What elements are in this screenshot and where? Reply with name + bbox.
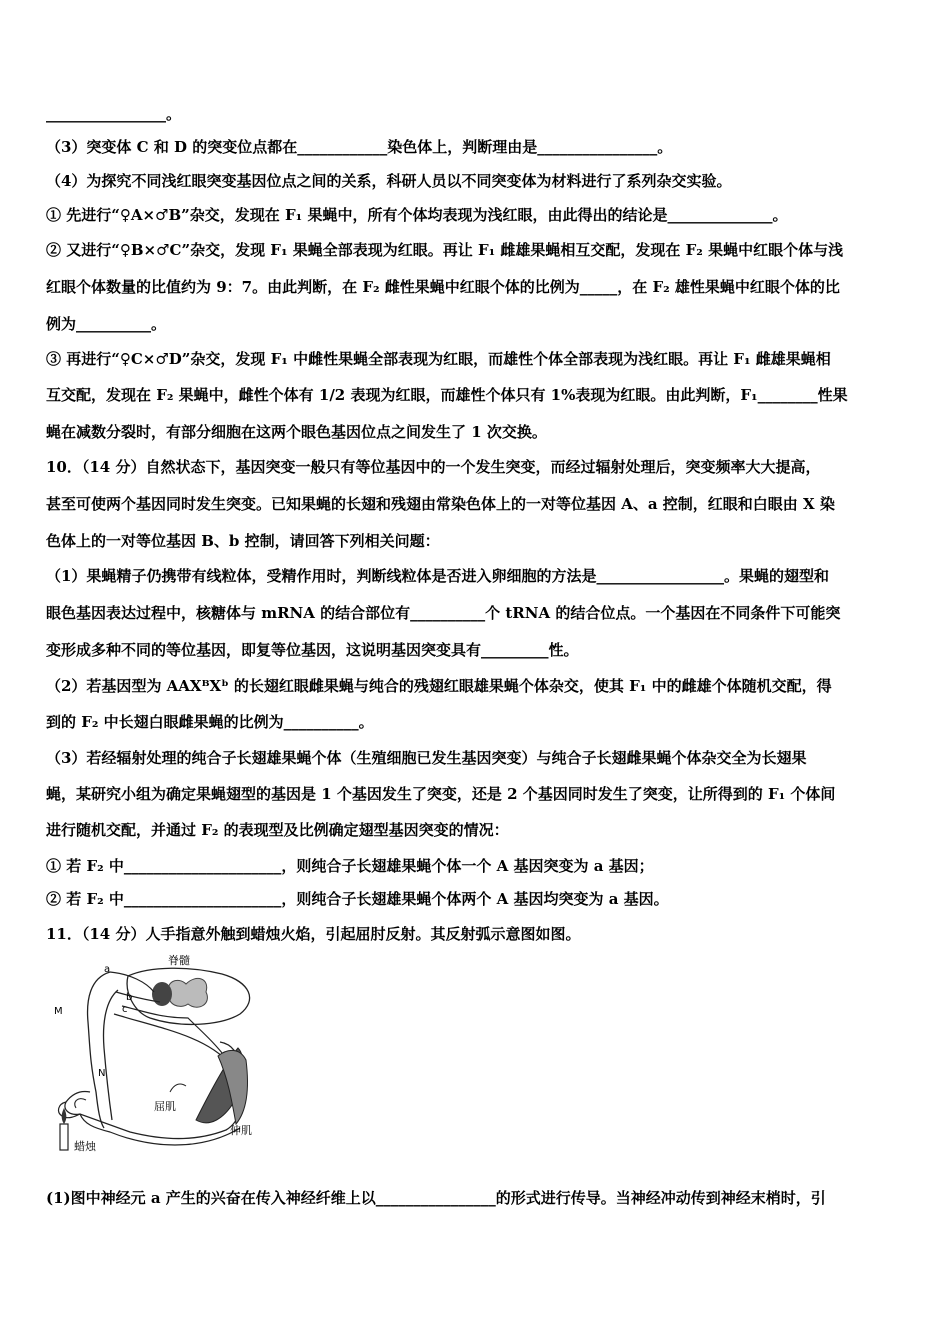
question-10-line-12: ① 若 F₂ 中_____________________，则纯合子长翅雄果蝇个体一个 A 基因突变为 a 基因； xyxy=(46,857,654,875)
reflex-arc-figure xyxy=(50,952,270,1160)
question-10-line-7: （2）若基因型为 AAXᴮXᵇ 的长翅红眼雌果蝇与纯合的残翅红眼雄果蝇个体杂交，使其 F₁ 中的雌雄个体随机交配，得 xyxy=(46,677,832,695)
question-10-line-8: 到的 F₂ 中长翅白眼雌果蝇的比例为__________。 xyxy=(46,713,374,731)
label-candle: 蜡烛 xyxy=(74,1140,96,1153)
question-10-line-13: ② 若 F₂ 中_____________________，则纯合子长翅雄果蝇个体两个 A 基因均突变为 a 基因。 xyxy=(46,890,669,908)
label-flexor: 屈肌 xyxy=(154,1100,176,1113)
text-line-1: ________________。 xyxy=(46,105,182,123)
question-10-line-2: 甚至可使两个基因同时发生突变。已知果蝇的长翅和残翅由常染色体上的一对等位基因 A、a 控制，红眼和白眼由 X 染 xyxy=(46,495,835,513)
grey-matter xyxy=(169,978,208,1007)
question-11-part-1: (1)图中神经元 a 产生的兴奋在传入神经纤维上以________________的形式进行传导。当神经冲动传到神经末梢时，引 xyxy=(46,1189,826,1207)
text-line-4: ① 先进行“♀A×♂B”杂交，发现在 F₁ 果蝇中，所有个体均表现为浅红眼，由此得出的结论是______________。 xyxy=(46,206,788,224)
text-line-7: 例为__________。 xyxy=(46,315,167,333)
candle xyxy=(60,1124,68,1150)
label-b: b xyxy=(126,992,133,1003)
text-line-3: （4）为探究不同浅红眼突变基因位点之间的关系，科研人员以不同突变体为材料进行了系列杂交实验。 xyxy=(46,172,732,190)
label-spinal-cord: 脊髓 xyxy=(168,954,190,967)
label-N: N xyxy=(98,1068,106,1079)
text-line-9: 互交配，发现在 F₂ 果蝇中，雌性个体有 1/2 表现为红眼，而雄性个体只有 1%表现为红眼。由此判断，F₁________性果 xyxy=(46,386,848,404)
question-11-line-1: 11．（14 分）人手指意外触到蜡烛火焰，引起屈肘反射。其反射弧示意图如图。 xyxy=(46,925,581,943)
question-10-line-10: 蝇，某研究小组为确定果蝇翅型的基因是 1 个基因发生了突变，还是 2 个基因同时发生了突变，让所得到的 F₁ 个体间 xyxy=(46,785,836,803)
text-line-8: ③ 再进行“♀C×♂D”杂交，发现 F₁ 中雌性果蝇全部表现为红眼，而雄性个体全部表现为浅红眼。再让 F₁ 雌雄果蝇相 xyxy=(46,350,831,368)
text-line-5: ② 又进行“♀B×♂C”杂交，发现 F₁ 果蝇全部表现为红眼。再让 F₁ 雌雄果蝇相互交配，发现在 F₂ 果蝇中红眼个体与浅 xyxy=(46,241,844,259)
question-10-line-5: 眼色基因表达过程中，核糖体与 mRNA 的结合部位有__________个 tRNA 的结合位点。一个基因在不同条件下可能突 xyxy=(46,604,841,622)
label-a: a xyxy=(104,964,111,975)
question-10-line-11: 进行随机交配，并通过 F₂ 的表现型及比例确定翅型基因突变的情况： xyxy=(46,821,509,839)
fingers xyxy=(75,1099,86,1108)
text-line-10: 蝇在减数分裂时，有部分细胞在这两个眼色基因位点之间发生了 1 次交换。 xyxy=(46,423,547,441)
label-extensor: 伸肌 xyxy=(230,1124,252,1137)
question-10-line-3: 色体上的一对等位基因 B、b 控制，请回答下列相关问题： xyxy=(46,532,440,550)
question-10-line-9: （3）若经辐射处理的纯合子长翅雄果蝇个体（生殖细胞已发生基因突变）与纯合子长翅雌果蝇个体杂交全为长翅果 xyxy=(46,749,807,767)
hand xyxy=(59,1102,80,1118)
question-10-line-4: （1）果蝇精子仍携带有线粒体，受精作用时，判断线粒体是否进入卵细胞的方法是_________________。果蝇的翅型和 xyxy=(46,567,829,585)
text-line-2: （3）突变体 C 和 D 的突变位点都在____________染色体上，判断理由是________________。 xyxy=(46,138,673,156)
label-c: c xyxy=(122,1004,128,1015)
label-M: M xyxy=(54,1006,63,1017)
text-line-6: 红眼个体数量的比值约为 9：7。由此判断，在 F₂ 雌性果蝇中红眼个体的比例为_____，在 F₂ 雄性果蝇中红眼个体的比 xyxy=(46,278,840,296)
nerve-bundle xyxy=(88,972,110,1128)
question-10-line-1: 10．（14 分）自然状态下，基因突变一般只有等位基因中的一个发生突变，而经过辐射处理后，突变频率大大提高， xyxy=(46,458,821,476)
dorsal-root-ganglion xyxy=(152,982,172,1006)
question-10-line-6: 变形成多种不同的等位基因，即复等位基因，这说明基因突变具有_________性。 xyxy=(46,641,579,659)
